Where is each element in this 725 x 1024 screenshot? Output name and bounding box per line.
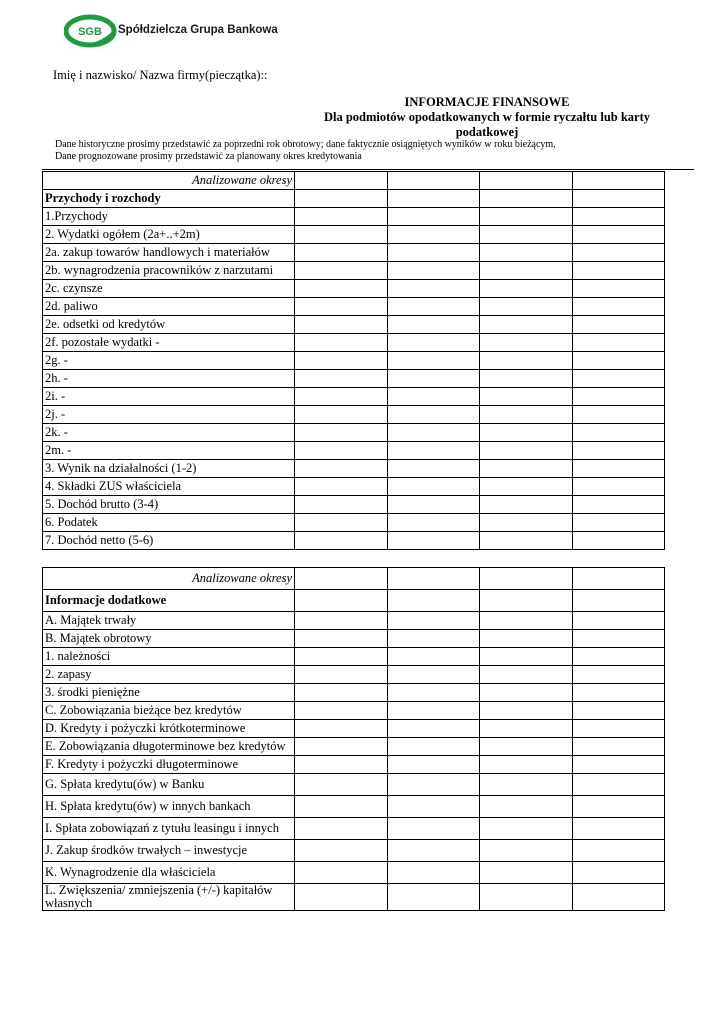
- row-label: 2d. paliwo: [43, 298, 295, 316]
- row-label: G. Spłata kredytu(ów) w Banku: [43, 774, 295, 796]
- value-cell[interactable]: [480, 702, 573, 720]
- row-label: 2f. pozostałe wydatki -: [43, 334, 295, 352]
- row-label: 2. Wydatki ogółem (2a+..+2m): [43, 226, 295, 244]
- table-row: [43, 442, 665, 460]
- value-cell[interactable]: [387, 818, 480, 840]
- row-label: A. Majątek trwały: [43, 612, 295, 630]
- value-cell[interactable]: [295, 424, 388, 442]
- value-cell[interactable]: [295, 262, 388, 280]
- value-cell[interactable]: [572, 884, 665, 911]
- period-cell[interactable]: [480, 568, 573, 590]
- row-label: H. Spłata kredytu(ów) w innych bankach: [43, 796, 295, 818]
- value-cell[interactable]: [480, 818, 573, 840]
- value-cell[interactable]: [295, 702, 388, 720]
- title-line-1: INFORMACJE FINANSOWE: [404, 95, 570, 109]
- value-cell[interactable]: [572, 280, 665, 298]
- period-cell[interactable]: [295, 172, 388, 190]
- value-cell[interactable]: [572, 590, 665, 612]
- row-label: 1. należności: [43, 648, 295, 666]
- row-label: 2i. -: [43, 388, 295, 406]
- value-cell[interactable]: [295, 406, 388, 424]
- value-cell[interactable]: [295, 774, 388, 796]
- row-label: 2g. -: [43, 352, 295, 370]
- value-cell[interactable]: [480, 424, 573, 442]
- table-row: [43, 478, 665, 496]
- value-cell[interactable]: [480, 226, 573, 244]
- table-row: [43, 648, 665, 666]
- value-cell[interactable]: [387, 532, 480, 550]
- value-cell[interactable]: [572, 648, 665, 666]
- table-row: [43, 532, 665, 550]
- value-cell[interactable]: [295, 298, 388, 316]
- value-cell[interactable]: [387, 496, 480, 514]
- period-cell[interactable]: [572, 172, 665, 190]
- value-cell[interactable]: [295, 388, 388, 406]
- value-cell[interactable]: [572, 840, 665, 862]
- row-label: D. Kredyty i pożyczki krótkoterminowe: [43, 720, 295, 738]
- value-cell[interactable]: [295, 460, 388, 478]
- value-cell[interactable]: [480, 280, 573, 298]
- value-cell[interactable]: [387, 370, 480, 388]
- value-cell[interactable]: [387, 208, 480, 226]
- row-label: 2a. zakup towarów handlowych i materiałów: [43, 244, 295, 262]
- row-label: F. Kredyty i pożyczki długoterminowe: [43, 756, 295, 774]
- table-row: [43, 514, 665, 532]
- value-cell[interactable]: [480, 720, 573, 738]
- row-label: 7. Dochód netto (5-6): [43, 532, 295, 550]
- value-cell[interactable]: [572, 244, 665, 262]
- value-cell[interactable]: [572, 612, 665, 630]
- value-cell[interactable]: [480, 612, 573, 630]
- value-cell[interactable]: [572, 334, 665, 352]
- value-cell[interactable]: [387, 590, 480, 612]
- value-cell[interactable]: [480, 352, 573, 370]
- value-cell[interactable]: [572, 796, 665, 818]
- table-row: [43, 352, 665, 370]
- row-label: 3. środki pieniężne: [43, 684, 295, 702]
- value-cell[interactable]: [387, 514, 480, 532]
- row-label: J. Zakup środków trwałych – inwestycje: [43, 840, 295, 862]
- value-cell[interactable]: [480, 648, 573, 666]
- row-label: 4. Składki ZUS właściciela: [43, 478, 295, 496]
- value-cell[interactable]: [387, 840, 480, 862]
- value-cell[interactable]: [295, 840, 388, 862]
- value-cell[interactable]: [387, 630, 480, 648]
- table-row: [43, 738, 665, 756]
- value-cell[interactable]: [295, 478, 388, 496]
- row-label: 2m. -: [43, 442, 295, 460]
- table-row: [43, 818, 665, 840]
- period-cell[interactable]: [572, 568, 665, 590]
- additional-info-table: [42, 567, 665, 911]
- row-label: 5. Dochód brutto (3-4): [43, 496, 295, 514]
- table-row: [43, 424, 665, 442]
- table-row: [43, 796, 665, 818]
- value-cell[interactable]: [295, 720, 388, 738]
- table-row: [43, 862, 665, 884]
- value-cell[interactable]: [295, 684, 388, 702]
- value-cell[interactable]: [480, 514, 573, 532]
- table-row: [43, 884, 665, 911]
- title-line-3: podatkowej: [455, 125, 519, 139]
- row-label: 2h. -: [43, 370, 295, 388]
- value-cell[interactable]: [572, 370, 665, 388]
- value-cell[interactable]: [387, 442, 480, 460]
- table-row: [43, 244, 665, 262]
- value-cell[interactable]: [295, 352, 388, 370]
- value-cell[interactable]: [295, 648, 388, 666]
- logo-mark: SGB: [78, 26, 102, 38]
- value-cell[interactable]: [572, 720, 665, 738]
- value-cell[interactable]: [572, 262, 665, 280]
- table-row: [43, 262, 665, 280]
- value-cell[interactable]: [480, 774, 573, 796]
- value-cell[interactable]: [387, 388, 480, 406]
- value-cell[interactable]: [295, 190, 388, 208]
- value-cell[interactable]: [295, 862, 388, 884]
- logo-text: Spółdzielcza Grupa Bankowa: [118, 24, 278, 36]
- table-row: [43, 702, 665, 720]
- value-cell[interactable]: [480, 298, 573, 316]
- value-cell[interactable]: [572, 316, 665, 334]
- table-row: [43, 496, 665, 514]
- section-title: Informacje dodatkowe: [43, 590, 295, 612]
- section-row: [43, 190, 665, 208]
- value-cell[interactable]: [295, 316, 388, 334]
- value-cell[interactable]: [480, 244, 573, 262]
- value-cell[interactable]: [387, 190, 480, 208]
- row-label: K. Wynagrodzenie dla właściciela: [43, 862, 295, 884]
- table-row: [43, 460, 665, 478]
- value-cell[interactable]: [295, 666, 388, 684]
- header-divider: [42, 169, 694, 170]
- value-cell[interactable]: [295, 496, 388, 514]
- row-label: 1.Przychody: [43, 208, 295, 226]
- value-cell[interactable]: [480, 442, 573, 460]
- value-cell[interactable]: [295, 612, 388, 630]
- row-label: 2c. czynsze: [43, 280, 295, 298]
- income-expenses-table: [42, 171, 665, 550]
- period-cell[interactable]: [387, 172, 480, 190]
- value-cell[interactable]: [480, 796, 573, 818]
- value-cell[interactable]: [387, 720, 480, 738]
- value-cell[interactable]: [295, 630, 388, 648]
- value-cell[interactable]: [387, 702, 480, 720]
- value-cell[interactable]: [480, 496, 573, 514]
- instruction-line-1: Dane historyczne prosimy przedstawić za poprzedni rok obrotowy; dane faktycznie osiągniętych wyników w roku bieżącym,: [55, 139, 556, 150]
- table-row: [43, 720, 665, 738]
- value-cell[interactable]: [295, 818, 388, 840]
- instruction-line-2: Dane prognozowane prosimy przedstawić za planowany okres kredytowania: [55, 151, 362, 162]
- value-cell[interactable]: [387, 612, 480, 630]
- row-label: 6. Podatek: [43, 514, 295, 532]
- table-row: [43, 226, 665, 244]
- value-cell[interactable]: [572, 478, 665, 496]
- value-cell[interactable]: [295, 884, 388, 911]
- value-cell[interactable]: [480, 370, 573, 388]
- value-cell[interactable]: [480, 460, 573, 478]
- value-cell[interactable]: [387, 298, 480, 316]
- period-header-row: [43, 568, 665, 590]
- value-cell[interactable]: [387, 280, 480, 298]
- row-label: 2b. wynagrodzenia pracowników z narzutami: [43, 262, 295, 280]
- value-cell[interactable]: [480, 738, 573, 756]
- row-label: 2e. odsetki od kredytów: [43, 316, 295, 334]
- row-label: 2j. -: [43, 406, 295, 424]
- row-label: E. Zobowiązania długoterminowe bez kredytów: [43, 738, 295, 756]
- value-cell[interactable]: [295, 738, 388, 756]
- value-cell[interactable]: [387, 352, 480, 370]
- value-cell[interactable]: [387, 316, 480, 334]
- value-cell[interactable]: [387, 862, 480, 884]
- period-cell[interactable]: [387, 568, 480, 590]
- period-header: Analizowane okresy: [43, 568, 295, 590]
- document-title: [300, 95, 674, 140]
- table-row: [43, 756, 665, 774]
- value-cell[interactable]: [572, 460, 665, 478]
- table-row: [43, 840, 665, 862]
- row-label: I. Spłata zobowiązań z tytułu leasingu i innych: [43, 818, 295, 840]
- value-cell[interactable]: [295, 532, 388, 550]
- value-cell[interactable]: [480, 478, 573, 496]
- value-cell[interactable]: [572, 226, 665, 244]
- value-cell[interactable]: [295, 514, 388, 532]
- value-cell[interactable]: [572, 496, 665, 514]
- value-cell[interactable]: [572, 738, 665, 756]
- value-cell[interactable]: [572, 208, 665, 226]
- value-cell[interactable]: [480, 840, 573, 862]
- value-cell[interactable]: [572, 862, 665, 884]
- table-row: [43, 774, 665, 796]
- value-cell[interactable]: [480, 684, 573, 702]
- table-row: [43, 316, 665, 334]
- value-cell[interactable]: [387, 684, 480, 702]
- period-header-row: [43, 172, 665, 190]
- value-cell[interactable]: [387, 756, 480, 774]
- table-row: [43, 630, 665, 648]
- row-label: 2k. -: [43, 424, 295, 442]
- value-cell[interactable]: [480, 406, 573, 424]
- value-cell[interactable]: [572, 774, 665, 796]
- period-cell[interactable]: [295, 568, 388, 590]
- table-row: [43, 666, 665, 684]
- value-cell[interactable]: [480, 756, 573, 774]
- value-cell[interactable]: [387, 262, 480, 280]
- row-label: L. Zwiększenia/ zmniejszenia (+/-) kapitałów własnych: [43, 884, 295, 911]
- value-cell[interactable]: [480, 316, 573, 334]
- value-cell[interactable]: [572, 818, 665, 840]
- table-row: [43, 406, 665, 424]
- value-cell[interactable]: [295, 796, 388, 818]
- value-cell[interactable]: [572, 630, 665, 648]
- value-cell[interactable]: [387, 478, 480, 496]
- value-cell[interactable]: [480, 262, 573, 280]
- value-cell[interactable]: [387, 738, 480, 756]
- applicant-label: Imię i nazwisko/ Nazwa firmy(pieczątka)::: [53, 68, 268, 82]
- title-line-2: Dla podmiotów opodatkowanych w formie ryczałtu lub karty: [323, 110, 651, 124]
- period-cell[interactable]: [480, 172, 573, 190]
- value-cell[interactable]: [387, 796, 480, 818]
- table-row: [43, 612, 665, 630]
- value-cell[interactable]: [480, 862, 573, 884]
- value-cell[interactable]: [572, 532, 665, 550]
- table-row: [43, 388, 665, 406]
- value-cell[interactable]: [387, 244, 480, 262]
- value-cell[interactable]: [572, 190, 665, 208]
- value-cell[interactable]: [295, 226, 388, 244]
- value-cell[interactable]: [572, 406, 665, 424]
- table-row: [43, 208, 665, 226]
- row-label: 3. Wynik na działalności (1-2): [43, 460, 295, 478]
- instructions: [55, 139, 556, 163]
- value-cell[interactable]: [572, 442, 665, 460]
- value-cell[interactable]: [480, 590, 573, 612]
- value-cell[interactable]: [480, 884, 573, 911]
- table-row: [43, 298, 665, 316]
- section-title: Przychody i rozchody: [43, 190, 295, 208]
- value-cell[interactable]: [295, 208, 388, 226]
- value-cell[interactable]: [295, 756, 388, 774]
- value-cell[interactable]: [387, 424, 480, 442]
- value-cell[interactable]: [480, 630, 573, 648]
- row-label: 2. zapasy: [43, 666, 295, 684]
- period-header: Analizowane okresy: [43, 172, 295, 190]
- value-cell[interactable]: [387, 884, 480, 911]
- value-cell[interactable]: [387, 774, 480, 796]
- value-cell[interactable]: [572, 702, 665, 720]
- value-cell[interactable]: [480, 334, 573, 352]
- row-label: C. Zobowiązania bieżące bez kredytów: [43, 702, 295, 720]
- value-cell[interactable]: [295, 244, 388, 262]
- value-cell[interactable]: [295, 370, 388, 388]
- value-cell[interactable]: [295, 590, 388, 612]
- value-cell[interactable]: [572, 756, 665, 774]
- section-row: [43, 590, 665, 612]
- value-cell[interactable]: [387, 406, 480, 424]
- table-row: [43, 684, 665, 702]
- table-row: [43, 370, 665, 388]
- value-cell[interactable]: [387, 226, 480, 244]
- table-row: [43, 334, 665, 352]
- value-cell[interactable]: [572, 684, 665, 702]
- value-cell[interactable]: [572, 424, 665, 442]
- value-cell[interactable]: [387, 460, 480, 478]
- row-label: B. Majątek obrotowy: [43, 630, 295, 648]
- value-cell[interactable]: [480, 666, 573, 684]
- value-cell[interactable]: [295, 280, 388, 298]
- value-cell[interactable]: [480, 532, 573, 550]
- value-cell[interactable]: [387, 648, 480, 666]
- value-cell[interactable]: [295, 442, 388, 460]
- value-cell[interactable]: [480, 388, 573, 406]
- value-cell[interactable]: [572, 388, 665, 406]
- value-cell[interactable]: [295, 334, 388, 352]
- value-cell[interactable]: [387, 334, 480, 352]
- value-cell[interactable]: [572, 352, 665, 370]
- value-cell[interactable]: [572, 514, 665, 532]
- value-cell[interactable]: [572, 298, 665, 316]
- value-cell[interactable]: [572, 666, 665, 684]
- value-cell[interactable]: [387, 666, 480, 684]
- table-row: [43, 280, 665, 298]
- value-cell[interactable]: [480, 208, 573, 226]
- value-cell[interactable]: [480, 190, 573, 208]
